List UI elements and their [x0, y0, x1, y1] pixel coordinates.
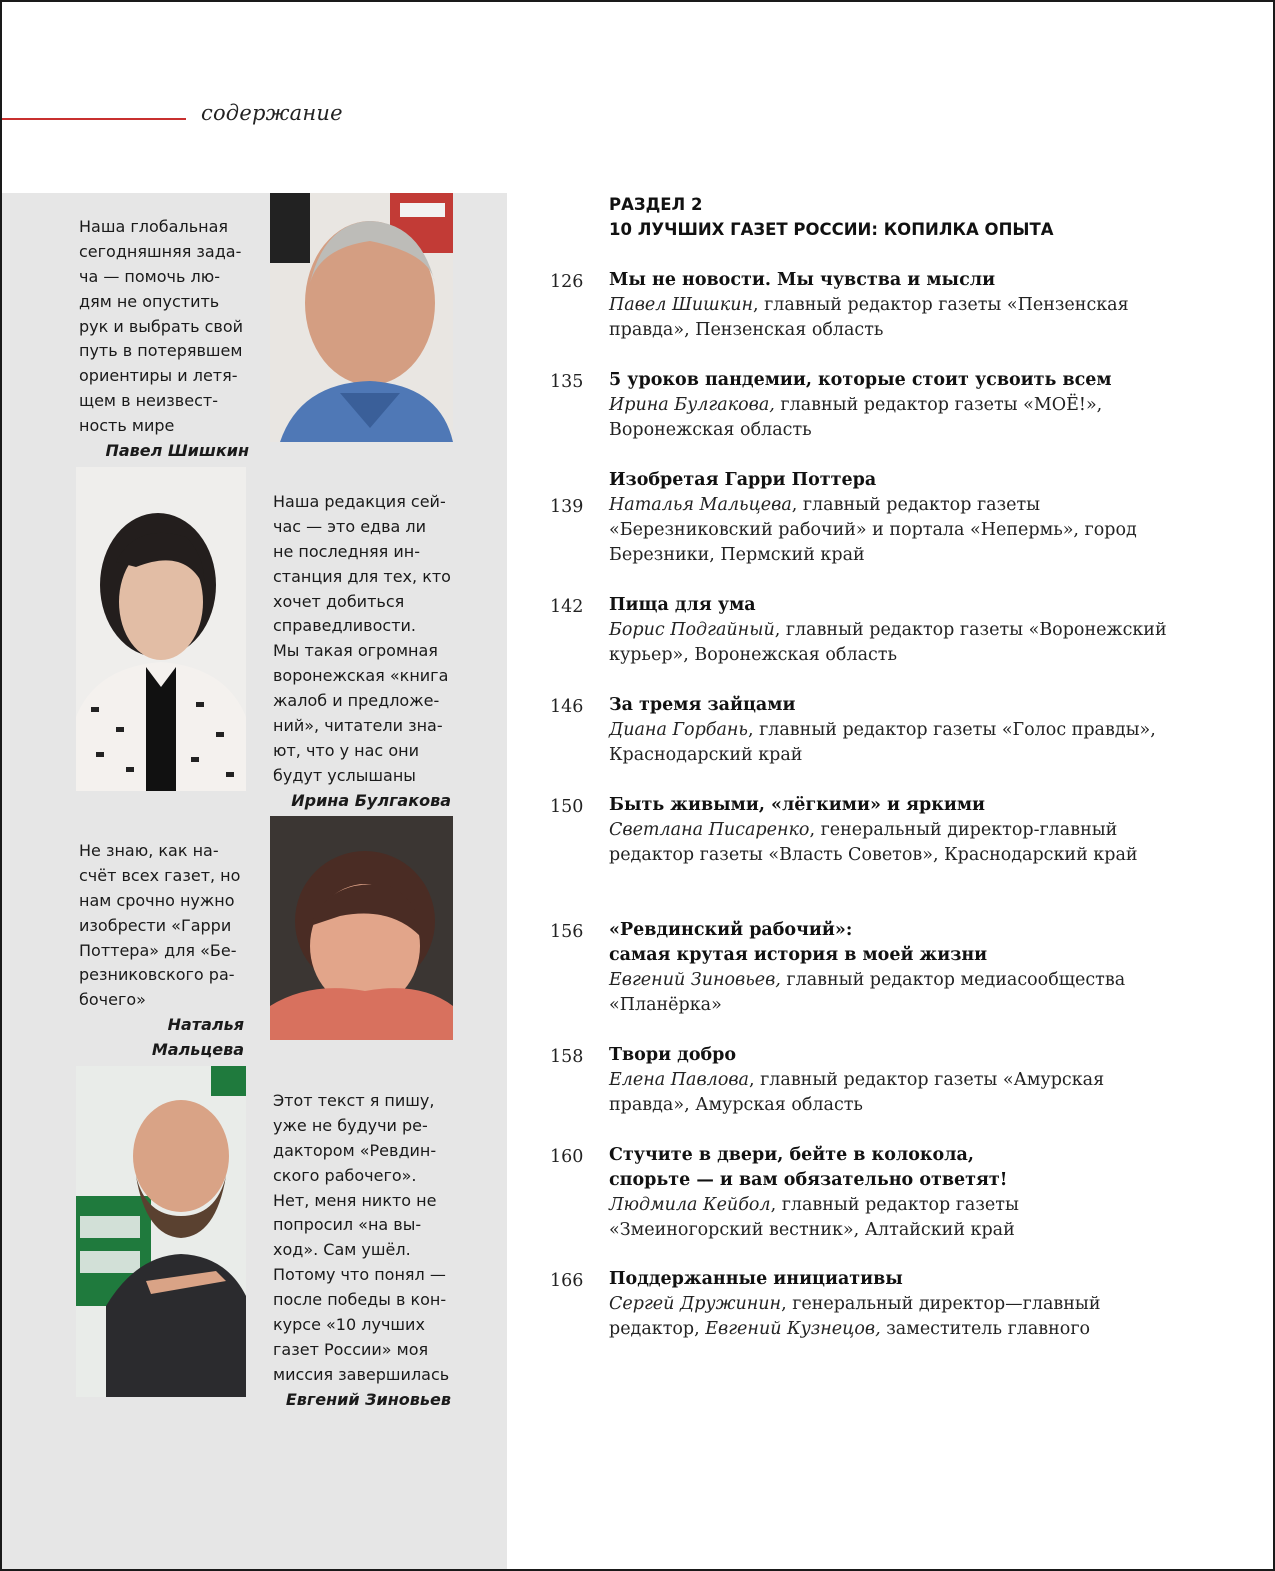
- toc-page-number: 160: [550, 1147, 584, 1167]
- quote-2: [273, 465, 451, 839]
- toc-desc: , главный редактор газеты «Амурская правда», Амурская область: [609, 1069, 1105, 1115]
- toc-author-2: Евгений Кузнецов,: [705, 1318, 881, 1339]
- toc-desc: , главный редактор газеты «Голос правды», Краснодарский край: [609, 719, 1156, 765]
- toc-page-number: 126: [550, 272, 584, 292]
- section-title: 10 ЛУЧШИХ ГАЗЕТ РОССИИ: КОПИЛКА ОПЫТА: [609, 220, 1054, 239]
- toc-author: Ирина Булгакова,: [609, 394, 775, 415]
- portrait-photo-1: [270, 193, 453, 442]
- toc-title: Твори добро: [609, 1045, 737, 1065]
- toc-title: Поддержанные инициативы: [609, 1269, 903, 1289]
- toc-page-number: 150: [550, 797, 584, 817]
- toc-desc: , главный редактор газеты «Березниковский рабочий» и портала «Непермь», город Березники, Пермский край: [609, 494, 1137, 565]
- toc-title: За тремя зайцами: [609, 695, 796, 715]
- toc-author: Людмила Кейбол: [609, 1194, 771, 1215]
- toc-title: Мы не новости. Мы чувства и мысли: [609, 270, 996, 290]
- toc-page-number: 146: [550, 697, 584, 717]
- toc-author: Елена Павлова: [609, 1069, 749, 1090]
- toc-page-number: 156: [550, 922, 584, 942]
- toc-title: Пища для ума: [609, 595, 756, 615]
- quote-author: Павел Шишкин: [105, 441, 249, 461]
- toc-page-number: 158: [550, 1047, 584, 1067]
- toc-page-number: 166: [550, 1271, 584, 1291]
- portrait-photo-2: [76, 467, 246, 791]
- toc-page-number: 142: [550, 597, 584, 617]
- quote-text: Не знаю, как на- счёт всех газет, но нам срочно нужно изобрести «Гарри Поттера» для «Бе- резниковского ра- бочего»: [79, 840, 241, 1010]
- portrait-photo-4: [76, 1066, 246, 1397]
- toc-desc: , генеральный директор-главный редактор газеты «Власть Советов», Краснодарский край: [609, 819, 1138, 865]
- quote-text: Этот текст я пишу, уже не будучи ре- дактором «Ревдин- ского рабочего». Нет, меня никто не попросил «на вы- ход». Сам ушёл. Потому что понял — после победы в кон- курсе «10 лучших газет России» моя миссия завершилась: [273, 1090, 450, 1384]
- toc-author: Евгений Зиновьев,: [609, 969, 781, 990]
- toc-title: Стучите в двери, бейте в колокола, спорьте — и вам обязательно ответят!: [609, 1145, 1008, 1190]
- toc-author: Диана Горбань: [609, 719, 748, 740]
- toc-page-number: 139: [550, 497, 584, 517]
- toc-author: Светлана Писаренко: [609, 819, 810, 840]
- toc-title: Быть живыми, «лёгкими» и яркими: [609, 795, 986, 815]
- toc-title: «Ревдинский рабочий»: самая крутая история в моей жизни: [609, 920, 988, 965]
- toc-desc: , главный редактор газеты «Воронежский курьер», Воронежская область: [609, 619, 1167, 665]
- toc-author: Борис Подгайный: [609, 619, 775, 640]
- quote-author: Евгений Зиновьев: [285, 1389, 451, 1409]
- quote-text: Наша редакция сей- час — это едва ли не последняя ин- станция для тех, кто хочет добиться справедливости. Мы такая огромная воронежская «книга жалоб и предложе- ний», читатели зна- ют, что у нас они будут услышаны: [273, 491, 451, 785]
- quote-text: Наша глобальная сегодняшняя зада- ча — помочь лю- дям не опустить рук и выбрать свой путь в потерявшем ориентиры и летя- щем в неизвест- ность мире: [79, 216, 243, 436]
- toc-page-number: 135: [550, 372, 584, 392]
- toc-desc: , главный редактор газеты «Пензенская правда», Пензенская область: [609, 294, 1129, 340]
- header-rule: [2, 118, 186, 120]
- toc-title: 5 уроков пандемии, которые стоит усвоить всем: [609, 370, 1112, 390]
- toc-desc: , генеральный директор—главный редактор,: [609, 1293, 1101, 1339]
- page-header-label: содержание: [201, 101, 343, 125]
- section-label: РАЗДЕЛ 2: [609, 195, 703, 214]
- quote-4: [273, 1064, 451, 1438]
- toc-title: Изобретая Гарри Поттера: [609, 470, 877, 490]
- quote-3: [79, 814, 244, 1088]
- toc-author: Сергей Дружинин: [609, 1293, 782, 1314]
- section-heading: [609, 192, 1054, 242]
- toc-author: Павел Шишкин: [609, 294, 754, 315]
- quote-author: Наталья Мальцева: [151, 1015, 244, 1060]
- quote-1: [79, 190, 249, 489]
- toc-desc: главный редактор газеты «МОЁ!», Воронежская область: [609, 394, 1103, 440]
- toc-desc: главный редактор медиасообщества «Планёрка»: [609, 969, 1126, 1015]
- toc-desc: , главный редактор газеты «Змеиногорский вестник», Алтайский край: [609, 1194, 1019, 1240]
- toc-author: Наталья Мальцева: [609, 494, 792, 515]
- quote-author: Ирина Булгакова: [291, 790, 451, 810]
- portrait-photo-3: [270, 816, 453, 1040]
- toc-desc-2: заместитель главного: [880, 1318, 1091, 1339]
